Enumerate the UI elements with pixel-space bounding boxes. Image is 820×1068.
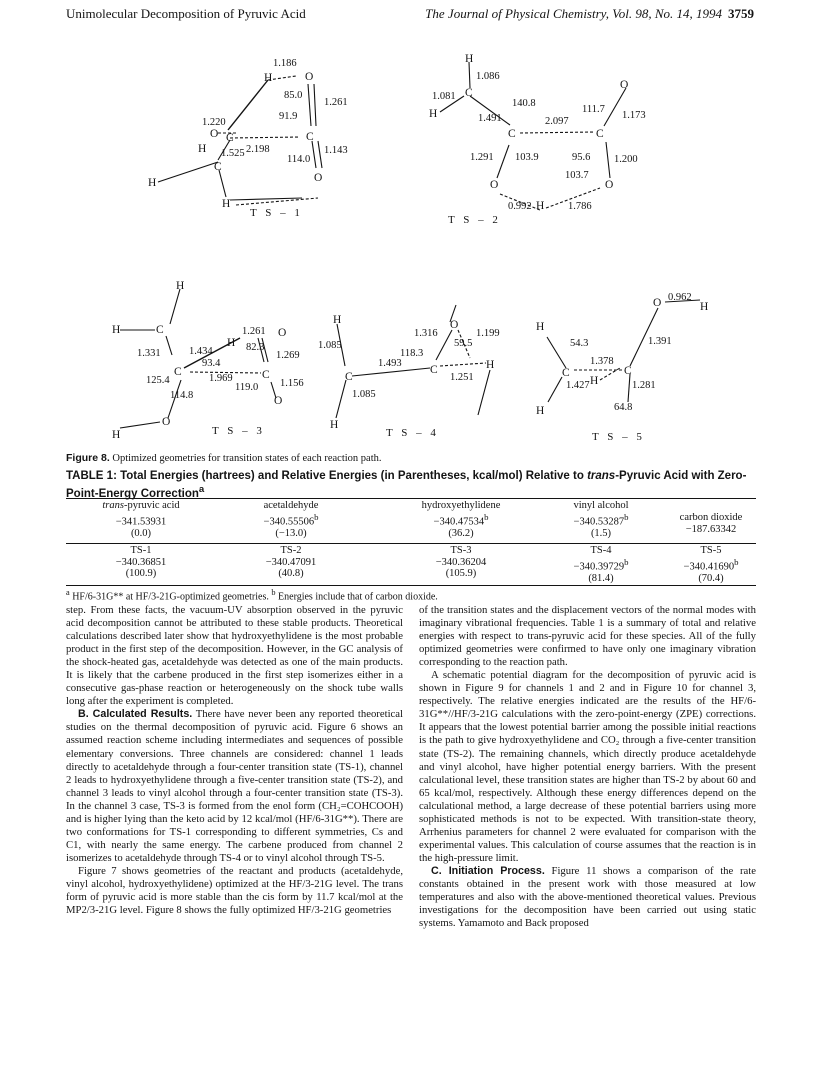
ts2-atom-o-left: O xyxy=(490,179,499,191)
footnote-a-mark: a xyxy=(66,588,70,597)
ts2-angle-1408: 140.8 xyxy=(512,98,536,109)
ts1-structure xyxy=(148,58,348,219)
ts2-atom-o-right-bottom: O xyxy=(605,179,614,191)
ts3-atom-o-right: O xyxy=(274,395,283,407)
ts1-angle-1140: 114.0 xyxy=(287,154,311,165)
ts4-atom-o-top: O xyxy=(450,319,459,331)
ts2-angle-1117: 111.7 xyxy=(582,104,605,115)
table-rule-mid xyxy=(66,543,756,544)
ts1-dist-1186: 1.186 xyxy=(273,58,297,69)
ts4-dist-1085b: 1.085 xyxy=(352,389,376,400)
ts3-dist-1156: 1.156 xyxy=(280,378,304,389)
ts3-angle-934: 93.4 xyxy=(202,358,221,369)
journal-citation: The Journal of Physical Chemistry, Vol. 98, No. 14, 1994 xyxy=(425,6,722,21)
table-row xyxy=(66,545,756,585)
ts5-angle-648: 64.8 xyxy=(614,402,633,413)
ts1-atom-c-left: C xyxy=(226,132,234,144)
ts3-atom-h-left: H xyxy=(112,324,121,336)
ts1-dist-1261: 1.261 xyxy=(324,97,348,108)
ts1-atom-c-methyl: C xyxy=(214,161,222,173)
cell-name: TS-5 xyxy=(700,545,722,556)
cell-relative: (36.2) xyxy=(448,527,474,539)
cell-footnote-mark: b xyxy=(624,556,629,567)
ts2-atom-c-top: C xyxy=(465,87,473,99)
ts3-atom-c-top: C xyxy=(156,324,164,336)
cell-energy xyxy=(376,512,546,528)
ts2-atom-o-right-top: O xyxy=(620,79,629,91)
cell-name-italic: trans xyxy=(102,500,124,511)
cell-energy-value: −187.63342 xyxy=(685,523,737,535)
ts1-dist-1143: 1.143 xyxy=(324,145,348,156)
section-heading: C. Initiation Process. xyxy=(431,864,545,877)
figure-8 xyxy=(0,0,820,452)
cell-name: TS-1 xyxy=(130,545,152,556)
cell-relative: (100.9) xyxy=(125,568,157,579)
cell-energy xyxy=(646,557,776,573)
ts1-atom-o-top: O xyxy=(305,71,314,83)
cell-energy-value: −340.36204 xyxy=(435,556,487,568)
ts2-dist-2097: 2.097 xyxy=(545,116,569,127)
figure-caption-label: Figure 8. xyxy=(66,452,110,464)
ts2-dist-1173: 1.173 xyxy=(622,110,646,121)
ts3-label: T S – 3 xyxy=(212,425,265,437)
cell-relative: (0.0) xyxy=(130,527,152,539)
cell-footnote-mark: b xyxy=(734,556,739,567)
ts4-angle-595: 59.5 xyxy=(454,338,473,349)
ts2-angle-1039: 103.9 xyxy=(515,152,539,163)
ts1-atom-o-bottom: O xyxy=(314,172,323,184)
table-cell-carbon-dioxide xyxy=(646,512,776,535)
ts3-dist-1969: 1.969 xyxy=(209,373,233,384)
table-title-footnote-mark: a xyxy=(198,484,205,495)
ts5-atom-h-mid: H xyxy=(590,375,599,387)
ts4-structure xyxy=(318,314,500,439)
table-title-italic: trans xyxy=(587,470,616,482)
table-title-post: -Pyruvic Acid with Zero-Point-Energy Correction xyxy=(66,470,747,500)
footnote-a: HF/6-31G** at HF/3-21G-optimized geometries. xyxy=(69,591,272,603)
ts4-dist-1316: 1.316 xyxy=(414,328,438,339)
ts1-atom-h-bottom: H xyxy=(222,198,231,210)
ts3-angle-1254: 125.4 xyxy=(146,375,170,386)
ts1-atom-h-side: H xyxy=(198,143,207,155)
body-column-left xyxy=(66,604,403,917)
ts5-structure xyxy=(536,292,708,443)
ts3-atom-c-mid: C xyxy=(174,366,182,378)
ts5-dist-1281: 1.281 xyxy=(632,380,656,391)
ts4-atom-h-right: H xyxy=(486,359,495,371)
cell-footnote-mark: b xyxy=(314,511,319,522)
ts4-atom-c-mid: C xyxy=(430,364,438,376)
cell-energy xyxy=(66,512,216,528)
cell-energy-value: −340.55506 xyxy=(263,516,315,527)
cell-footnote-mark: b xyxy=(624,511,629,522)
table-cell-ts1 xyxy=(66,545,216,580)
cell-relative: (70.4) xyxy=(698,572,724,584)
table-rule-bottom xyxy=(66,585,756,586)
ts5-label: T S – 5 xyxy=(592,431,645,443)
cell-relative: (105.9) xyxy=(445,568,477,579)
cell-relative: (1.5) xyxy=(590,527,612,539)
ts5-atom-o-top: O xyxy=(653,297,662,309)
page-number: 3759 xyxy=(728,6,754,21)
table-title-pre: TABLE 1: Total Energies (hartrees) and Relative Energies (in Parentheses, kcal/mol) Relative to xyxy=(66,470,588,482)
cell-relative: (40.8) xyxy=(278,568,304,579)
ts2-dist-1291: 1.291 xyxy=(470,152,494,163)
ts2-dist-0992: 0.992 xyxy=(508,201,532,212)
paragraph xyxy=(66,708,403,865)
ts1-dist-1525: 1.525 xyxy=(221,148,245,159)
cell-energy-value: −340.47091 xyxy=(265,556,317,568)
ts2-angle-956: 95.6 xyxy=(572,152,591,163)
ts2-dist-1491: 1.491 xyxy=(478,113,502,124)
ts1-atom-o-left: O xyxy=(210,128,219,140)
section-heading: B. Calculated Results. xyxy=(78,708,193,721)
footnote-b-mark: b xyxy=(271,588,276,597)
paragraph-text: Figure 11 shows a comparison of the rate constants obtained in the present work with those measured at low temperatures and also with the above-mentioned theoretical values. Previous investigations for the decomposition have been carried out using static systems. Yamamoto and Back proposed xyxy=(419,864,756,930)
ts4-atom-c-left: C xyxy=(345,371,353,383)
ts4-atom-h-bottom: H xyxy=(330,419,339,431)
table-cell-ts3 xyxy=(376,545,546,580)
ts5-dist-1391: 1.391 xyxy=(648,336,672,347)
table-cell-hydroxyethylidene xyxy=(376,500,546,539)
ts2-atom-c-right: C xyxy=(596,128,604,140)
ts4-dist-1251: 1.251 xyxy=(450,372,474,383)
cell-footnote-mark: b xyxy=(484,511,489,522)
ts1-angle-919: 91.9 xyxy=(279,111,298,122)
cell-energy-value: −340.41690 xyxy=(683,561,735,572)
paragraph xyxy=(419,865,756,930)
ts2-label: T S – 2 xyxy=(448,214,501,226)
ts4-dist-1199: 1.199 xyxy=(476,328,500,339)
table-row xyxy=(66,500,756,540)
table-cell-pyruvic xyxy=(66,500,216,539)
cell-name: TS-3 xyxy=(450,545,472,556)
ts5-atom-h-top: H xyxy=(700,301,709,313)
ts3-atom-h-bottom: H xyxy=(112,429,121,441)
cell-name: TS-2 xyxy=(280,545,302,556)
paragraph: of the transition states and the displacement vectors of the normal modes with imaginary vibrational frequencies. Table 1 is a summary of total and relative energies with respect to trans-pyruvic acid for these species. All of the fully optimized geometries were confirmed to have only one imaginary vibration corresponding to the reaction path. xyxy=(419,604,756,669)
cell-energy-value: −340.36851 xyxy=(115,556,167,568)
cell-name: TS-4 xyxy=(590,545,612,556)
table-cell-acetaldehyde xyxy=(216,500,366,539)
ts1-angle-850: 85.0 xyxy=(284,90,303,101)
body-column-right xyxy=(419,604,756,930)
ts5-dist-1378: 1.378 xyxy=(590,356,614,367)
ts4-dist-1085a: 1.085 xyxy=(318,340,342,351)
ts2-dist-1081: 1.081 xyxy=(432,91,456,102)
ts3-dist-1269: 1.269 xyxy=(276,350,300,361)
ts2-structure xyxy=(429,53,646,226)
ts5-atom-h-bottom: H xyxy=(536,405,545,417)
ts5-atom-c-right: C xyxy=(624,365,632,377)
ts4-dist-1493: 1.493 xyxy=(378,358,402,369)
ts1-atom-c-right: C xyxy=(306,131,314,143)
ts4-atom-h-top: H xyxy=(333,314,342,326)
table-cell-ts2 xyxy=(216,545,366,580)
ts2-atom-h-bottom: H xyxy=(536,200,545,212)
cell-relative: (−13.0) xyxy=(275,527,307,539)
cell-energy-value: −340.39729 xyxy=(573,561,625,572)
ts4-label: T S – 4 xyxy=(386,427,439,439)
ts3-dist-1261: 1.261 xyxy=(242,326,266,337)
cell-energy-value: −340.53287 xyxy=(573,516,625,527)
ts1-atom-h-top: H xyxy=(264,72,273,84)
ts2-dist-1200: 1.200 xyxy=(614,154,638,165)
cell-name: vinyl alcohol xyxy=(573,500,629,511)
ts5-angle-543: 54.3 xyxy=(570,338,589,349)
table-title xyxy=(66,470,756,501)
footnote-b: Energies include that of carbon dioxide. xyxy=(275,591,438,603)
ts4-angle-1183: 118.3 xyxy=(400,348,424,359)
cell-name: carbon dioxide xyxy=(679,512,743,523)
ts2-dist-1786: 1.786 xyxy=(568,201,592,212)
ts1-dist-2198: 2.198 xyxy=(246,144,270,155)
ts5-atom-c-left: C xyxy=(562,367,570,379)
ts5-dist-0962: 0.962 xyxy=(668,292,692,303)
table-rule-top xyxy=(66,498,756,499)
cell-relative: (81.4) xyxy=(588,572,614,584)
ts3-atom-o-top: O xyxy=(278,327,287,339)
ts3-atom-o-bottom: O xyxy=(162,416,171,428)
ts1-dist-1220: 1.220 xyxy=(202,117,226,128)
cell-name xyxy=(66,500,216,512)
ts2-angle-1037: 103.7 xyxy=(565,170,589,181)
ts3-atom-h-top: H xyxy=(176,280,185,292)
cell-name-text: -pyruvic acid xyxy=(123,500,180,511)
cell-name: hydroxyethylidene xyxy=(421,500,501,511)
ts2-atom-h-left: H xyxy=(429,108,438,120)
figure-caption xyxy=(66,452,382,464)
ts1-label: T S – 1 xyxy=(250,207,303,219)
paragraph: A schematic potential diagram for the decomposition of pyruvic acid is shown in Figure 9 for channels 1 and 2 and in Figure 10 for channel 3, respectively. The relative energies indicated are the results of the HF/6-31G**//HF/3-21G calculations with the zero-point-energy (ZPE) corrections. It appears that the lowest potential barrier among the possible initial reactions is the path to give hydroxyethylidene and CO₂ through a five-center transition state (TS-2). The remaining channels, which directly produce acetaldehyde and vinyl alcohol, have higher potential energy barriers. With the present calculational level, these transition states are higher than TS-2 by about 60 and 65 kcal/mol, respectively. Although these energy differences depend on the calculational method, a large decrease of these potential barriers using more sophisticated methods is not to be expected. With transition-state theory, Arrhenius parameters for channel 2 were evaluated for comparison with the experimental values. This calculation of course assumes that the reaction is in the high-pressure limit. xyxy=(419,669,756,864)
paragraph-text: There have never been any reported theoretical studies on the thermal decomposition of pyruvic acid. Figure 6 shows an assumed reaction scheme including intermediates and sequences of possible elementary conversions. Three channels are considered: channel 1 leads directly to acetaldehyde through a four-center transition state (TS-1), channel 2 leads to hydroxyethylidene through a five-center transition state (TS-2), and channel 3 leads to vinyl alcohol through a four-center transition state (TS-3). In the channel 3 case, TS-3 is formed from the enol form (CH₂=COHCOOH) and is higher lying than the keto acid by 12 kcal/mol (HF/6-31G**). There are two conformations for TS-1 corresponding to different symmetries, Cs and C1, with nearly the same energy. The carbene produced from channel 2 isomerizes to acetaldehyde through TS-4 or to vinyl alcohol through TS-5. xyxy=(66,708,403,864)
ts3-structure xyxy=(112,280,304,441)
cell-energy-value: −341.53931 xyxy=(115,516,167,527)
figure-caption-text: Optimized geometries for transition states of each reaction path. xyxy=(112,453,382,464)
ts3-dist-1331: 1.331 xyxy=(137,348,161,359)
cell-energy-value: −340.47534 xyxy=(433,516,485,527)
ts2-dist-1086: 1.086 xyxy=(476,71,500,82)
cell-energy xyxy=(216,512,366,528)
table-footnotes xyxy=(66,588,438,602)
paragraph: step. From these facts, the vacuum-UV absorption observed in the pyruvic acid decomposition cannot be attributed to these stable products. Theoretical calculations described later show that hydroxyethylidene is the most probable product in the first step of the decomposition. However, in the GC analysis of the shock-heated gas, acetaldehyde was detected as one of the main products. It is likely that the carbene produced in the first step isomerizes either in a consecutive gas-phase reaction or heterogeneously on the shock tube walls long after the experiment is completed. xyxy=(66,604,403,708)
ts3-atom-h-mid: H xyxy=(227,337,236,349)
ts2-atom-c-mid: C xyxy=(508,128,516,140)
ts3-dist-1434: 1.434 xyxy=(189,346,213,357)
ts3-atom-c-right: C xyxy=(262,369,270,381)
ts1-atom-h-left: H xyxy=(148,177,157,189)
ts3-angle-823: 82.3 xyxy=(246,342,265,353)
ts3-angle-1148: 114.8 xyxy=(170,390,194,401)
header-title: Unimolecular Decomposition of Pyruvic Acid xyxy=(66,6,306,21)
ts5-dist-1427: 1.427 xyxy=(566,380,590,391)
table-cell-ts5 xyxy=(646,545,776,584)
paragraph: Figure 7 shows geometries of the reactant and products (acetaldehyde, vinyl alcohol, hydroxyethylidene) optimized at the HF/3-21G level. The trans form of pyruvic acid is more stable than the cis form by 11.7 kcal/mol at the MP2/3-21G level. Figure 8 shows the fully optimized HF/3-21G geometries xyxy=(66,864,403,917)
ts2-atom-h-top: H xyxy=(465,53,474,65)
ts3-angle-1190: 119.0 xyxy=(235,382,259,393)
ts5-atom-h-left: H xyxy=(536,321,545,333)
cell-name: acetaldehyde xyxy=(263,500,319,511)
